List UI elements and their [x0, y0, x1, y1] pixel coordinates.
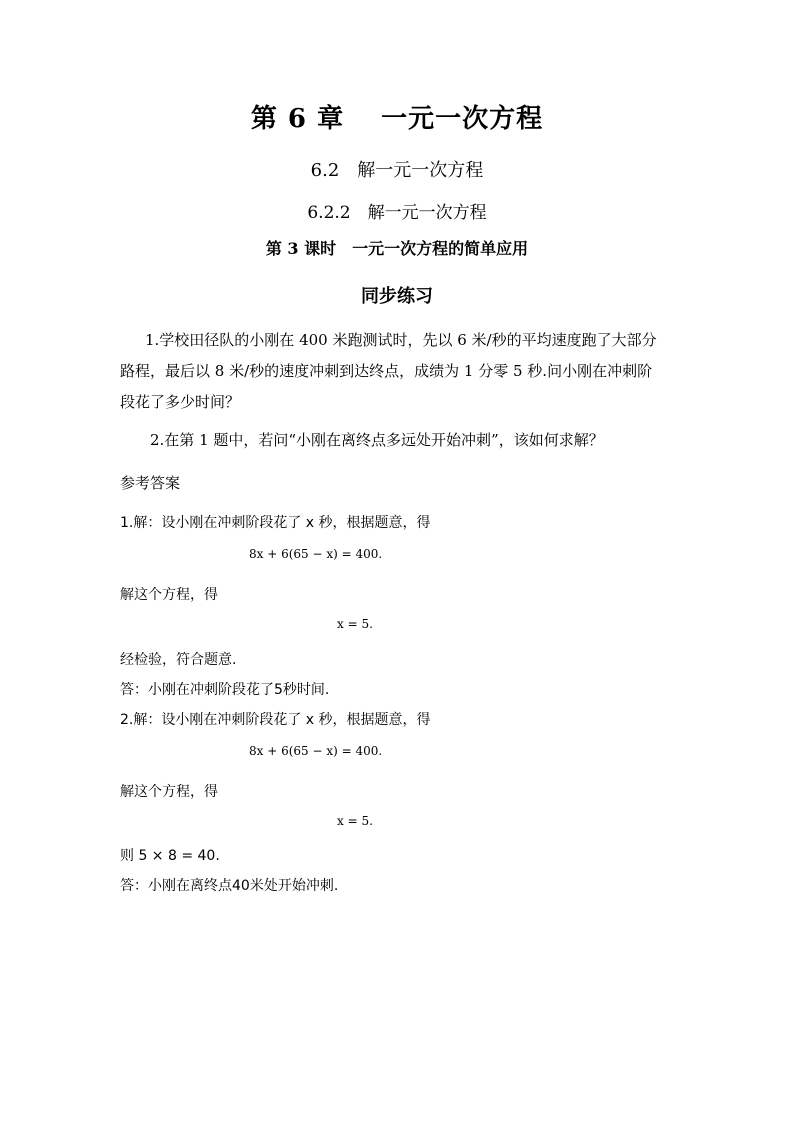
chapter-title: 第 6 章 一元一次方程 [250, 104, 544, 134]
subsection-title: 6.2.2 解一元一次方程 [307, 203, 487, 223]
answer-1-intro: 1.解：设小刚在冲刺阶段花了 x 秒，根据题意，得 [120, 515, 431, 531]
question-1-line-2: 路程，最后以 8 米/秒的速度冲刺到达终点，成绩为 1 分零 5 秒.问小刚在冲刺阶 [120, 362, 653, 380]
question-1-line-1: 1.学校田径队的小刚在 400 米跑测试时，先以 6 米/秒的平均速度跑了大部分 [145, 331, 657, 349]
answer-1-check: 经检验，符合题意. [120, 652, 237, 668]
answer-1-equation: 8x + 6(65 − x) = 400. [249, 547, 383, 561]
answers-title: 参考答案 [120, 474, 181, 492]
question-2: 2.在第 1 题中，若问“小刚在离终点多远处开始冲刺”，该如何求解？ [150, 431, 604, 449]
answer-2-intro: 2.解：设小刚在冲刺阶段花了 x 秒，根据题意，得 [120, 712, 431, 728]
answer-2-final: 答：小刚在离终点40米处开始冲刺. [120, 878, 339, 894]
answer-2-equation: 8x + 6(65 − x) = 400. [249, 744, 383, 758]
question-1-line-3: 段花了多少时间？ [120, 393, 241, 411]
answer-1-final: 答：小刚在冲刺阶段花了5秒时间. [120, 682, 330, 698]
answer-1-result: x = 5. [337, 617, 373, 631]
exercise-title: 同步练习 [361, 286, 433, 307]
answer-2-calc: 则 5 × 8 = 40. [120, 848, 220, 864]
answer-2-result: x = 5. [337, 814, 373, 828]
lesson-title: 第 3 课时 一元一次方程的简单应用 [265, 239, 529, 258]
section-title: 6.2 解一元一次方程 [310, 160, 484, 181]
answer-2-solve: 解这个方程，得 [120, 784, 218, 800]
answer-1-solve: 解这个方程，得 [120, 587, 218, 603]
